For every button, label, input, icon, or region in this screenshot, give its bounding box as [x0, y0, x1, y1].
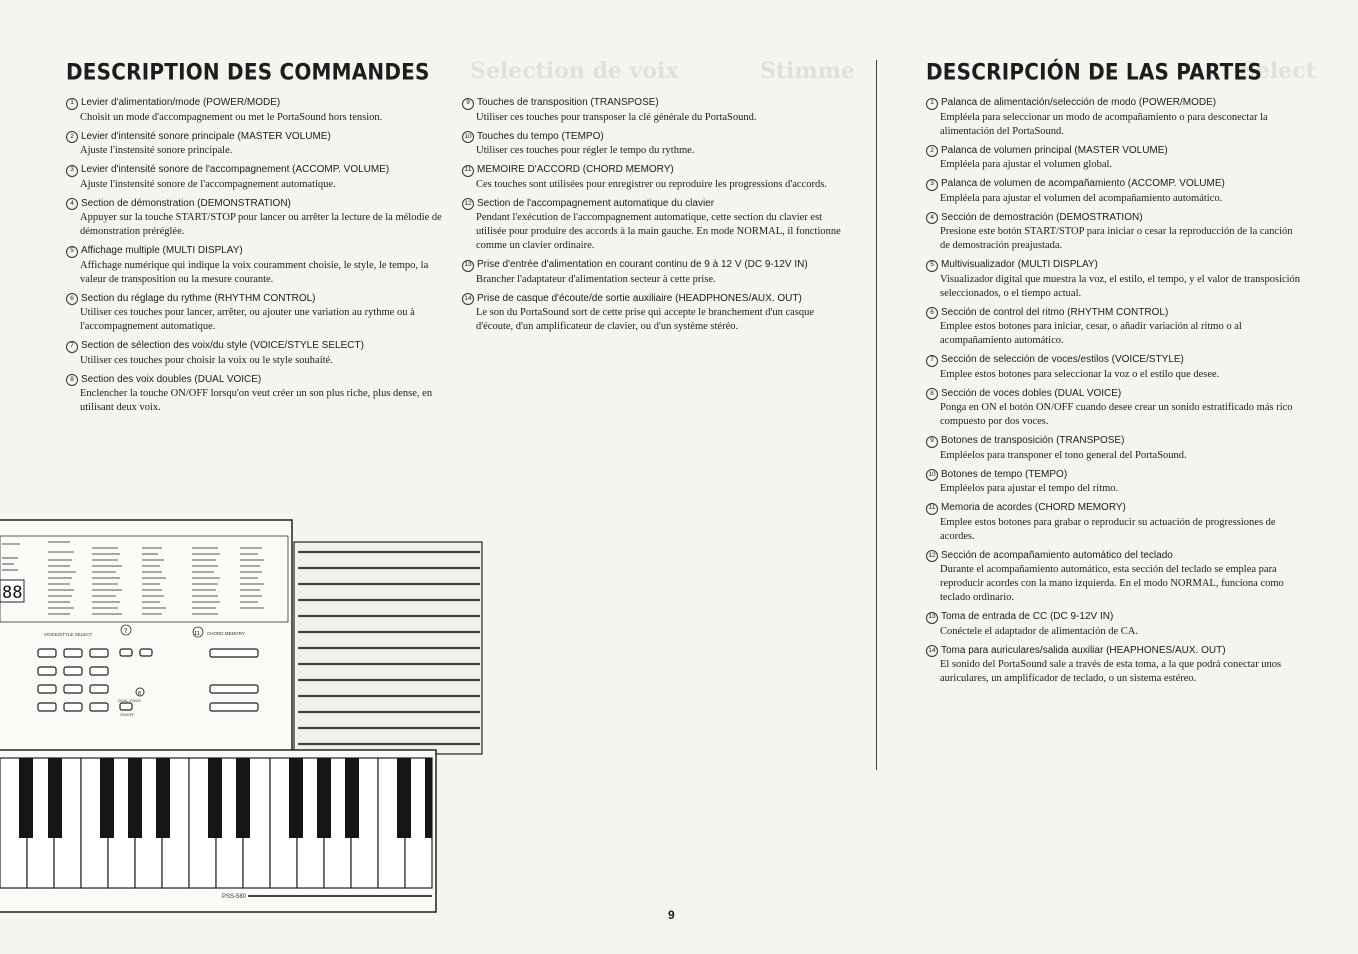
item-heading — [926, 610, 1302, 625]
item-body-text: Pendant l'exécution de l'accompagnement automatique, cette section du clavier est utilisée pour produire des accords à la main gauche. En mode NORMAL, il fonctionne comme un clavier ordinaire. — [476, 212, 841, 251]
item-heading — [462, 292, 842, 307]
description-item — [462, 292, 842, 335]
item-heading-text: Section de démonstration (DEMONSTRATION) — [81, 197, 291, 209]
item-heading-text: Botones de transposición (TRANSPOSE) — [941, 435, 1125, 446]
description-item — [926, 258, 1302, 301]
item-body-text: Empléela para ajustar el volumen del acompañamiento automático. — [940, 192, 1223, 204]
item-body-text: Le son du PortaSound sort de cette prise qui accepte le branchement d'un casque d'écoute, d'un amplificateur de clavier, ou d'un système stéréo. — [476, 307, 815, 332]
description-item — [66, 339, 444, 368]
item-number-circle: 5 — [66, 246, 78, 258]
item-number-circle: 7 — [66, 341, 78, 353]
item-body-text: Durante el acompañamiento automático, esta sección del teclado se emplea para reproducir acordes con la mano izquierda. En el modo NORMAL, funciona como teclado ordinario. — [940, 564, 1284, 603]
item-number-circle: 3 — [66, 165, 78, 177]
item-heading-text: Prise de casque d'écoute/de sortie auxiliaire (HEADPHONES/AUX. OUT) — [477, 292, 802, 304]
description-item — [926, 501, 1302, 544]
description-item — [462, 130, 842, 159]
item-number-circle: 6 — [926, 307, 938, 319]
item-heading — [926, 434, 1302, 449]
description-item — [926, 306, 1302, 349]
item-number-circle: 14 — [462, 293, 474, 305]
item-body-text: Ponga en ON el botón ON/OFF cuando desee crear un sonido estratificado más rico compuesto por dos voces. — [940, 402, 1293, 427]
item-number-circle: 4 — [66, 198, 78, 210]
item-number-circle: 8 — [926, 388, 938, 400]
callout-8: 8 — [138, 691, 141, 697]
model-badge: PSS-580 — [222, 894, 247, 900]
item-body-text: Presione este botón START/STOP para iniciar o cesar la reproducción de la canción de demostración preajustada. — [940, 226, 1293, 251]
item-number-circle: 3 — [926, 179, 938, 191]
item-heading — [926, 144, 1302, 159]
item-number-circle: 11 — [926, 503, 938, 515]
item-heading — [926, 468, 1302, 483]
description-item — [926, 177, 1302, 206]
item-body-text: El sonido del PortaSound sale a través de esta toma, a la que podrá conectar unos auriculares, un amplificador de teclado, o un sistema estéreo. — [940, 659, 1282, 684]
item-heading-text: Section de sélection des voix/du style (VOICE/STYLE SELECT) — [81, 340, 364, 351]
description-item — [462, 197, 842, 254]
item-heading — [462, 163, 842, 178]
item-number-circle: 10 — [462, 131, 474, 143]
item-heading-text: MEMOIRE D'ACCORD (CHORD MEMORY) — [477, 164, 674, 175]
item-body-text: Empléelos para transponer el tono general del PortaSound. — [940, 449, 1187, 461]
item-heading-text: Affichage multiple (MULTI DISPLAY) — [81, 245, 243, 256]
item-body-text: Empléela para seleccionar un modo de acompañamiento o para desconectar la alimentación del PortaSound. — [940, 111, 1268, 137]
item-heading-text: Levier d'intensité sonore principale (MASTER VOLUME) — [81, 130, 331, 142]
item-heading-text: Toma para auriculares/salida auxiliar (HEAPHONES/AUX. OUT) — [941, 644, 1226, 656]
item-heading-text: Sección de demostración (DEMOSTRATION) — [941, 211, 1143, 223]
item-heading — [66, 339, 444, 354]
item-number-circle: 7 — [926, 355, 938, 367]
item-heading-text: Prise d'entrée d'alimentation en courant continu de 9 à 12 V (DC 9-12V IN) — [477, 259, 808, 270]
item-number-circle: 1 — [66, 98, 78, 110]
item-number-circle: 11 — [462, 165, 474, 177]
item-heading — [926, 501, 1302, 516]
bleed-through-text: Select — [1240, 58, 1316, 84]
item-heading-text: Botones de tempo (TEMPO) — [941, 468, 1068, 480]
item-heading — [462, 96, 842, 111]
item-heading-text: Memoria de acordes (CHORD MEMORY) — [941, 502, 1126, 513]
description-item — [926, 549, 1302, 606]
item-body-text: Empléela para ajustar el volumen global. — [940, 159, 1113, 170]
bleed-through-text: Selection de voix — [470, 58, 679, 84]
item-heading — [66, 130, 444, 145]
item-heading-text: Section du réglage du rythme (RHYTHM CONTROL) — [81, 292, 316, 304]
item-number-circle: 6 — [66, 293, 78, 305]
item-heading — [66, 96, 444, 111]
description-item — [926, 353, 1302, 382]
item-heading-text: Palanca de volumen de acompañamiento (ACCOMP. VOLUME) — [941, 178, 1225, 189]
item-body-text: Appuyer sur la touche START/STOP pour lancer ou arrêter la lecture de la mélodie de démonstration préréglée. — [80, 212, 442, 237]
item-body-text: Emplee estos botones para iniciar, cesar, o añadir variación al ritmo o al acompañamiento automático. — [940, 321, 1242, 346]
voice-style-select-label: VOICE/STYLE SELECT — [44, 632, 93, 637]
description-item — [926, 434, 1302, 463]
description-item — [926, 644, 1302, 687]
item-number-circle: 9 — [462, 98, 474, 110]
item-heading — [926, 177, 1302, 192]
item-heading-text: Touches du tempo (TEMPO) — [477, 130, 604, 142]
description-item — [926, 144, 1302, 173]
item-heading-text: Sección de voces dobles (DUAL VOICE) — [941, 387, 1122, 399]
description-item — [66, 197, 444, 240]
french-title: DESCRIPTION DES COMMANDES — [66, 58, 430, 85]
item-body-text: Choisit un mode d'accompagnement ou met le PortaSound hors tension. — [80, 111, 383, 123]
description-item — [66, 96, 444, 125]
item-heading — [66, 244, 444, 259]
item-heading — [926, 96, 1302, 111]
item-number-circle: 9 — [926, 436, 938, 448]
display-digits: 88 — [2, 583, 23, 603]
item-body-text: Brancher l'adaptateur d'alimentation secteur à cette prise. — [476, 273, 716, 285]
item-heading — [462, 258, 842, 273]
dual-voice-label: DUAL VOICE — [118, 699, 141, 703]
item-heading — [462, 197, 842, 212]
description-item — [66, 292, 444, 335]
item-body-text: Utiliser ces touches pour régler le tempo du rythme. — [476, 145, 695, 156]
callout-7: 7 — [124, 629, 128, 635]
item-number-circle: 13 — [462, 260, 474, 272]
item-heading-text: Sección de acompañamiento automático del teclado — [941, 549, 1173, 561]
chord-memory-label: CHORD MEMORY — [207, 631, 245, 636]
item-number-circle: 14 — [926, 645, 938, 657]
on-off-label: ON/OFF — [120, 713, 135, 717]
item-heading — [462, 130, 842, 145]
item-heading — [926, 387, 1302, 402]
description-item — [926, 610, 1302, 639]
item-heading-text: Multivisualizador (MULTI DISPLAY) — [941, 259, 1098, 270]
item-heading-text: Section des voix doubles (DUAL VOICE) — [81, 373, 262, 385]
item-number-circle: 5 — [926, 260, 938, 272]
item-heading — [926, 258, 1302, 273]
item-body-text: Enclencher la touche ON/OFF lorsqu'on veut créer un son plus riche, plus dense, en utilisant deux voix. — [80, 388, 433, 413]
item-number-circle: 12 — [462, 198, 474, 210]
item-heading-text: Sección de control del ritmo (RHYTHM CONTROL) — [941, 306, 1169, 318]
description-item — [462, 258, 842, 287]
item-heading — [926, 211, 1302, 226]
item-heading-text: Palanca de alimentación/selección de modo (POWER/MODE) — [941, 97, 1217, 108]
spanish-title: DESCRIPCIÓN DE LAS PARTES — [926, 58, 1262, 85]
item-number-circle: 12 — [926, 550, 938, 562]
column-divider — [876, 60, 877, 770]
item-heading — [926, 549, 1302, 564]
description-item — [66, 163, 444, 192]
item-heading — [66, 197, 444, 212]
item-body-text: Emplee estos botones para seleccionar la voz o el estilo que desee. — [940, 368, 1220, 380]
item-number-circle: 4 — [926, 212, 938, 224]
callout-11: 11 — [194, 631, 200, 637]
page-number: 9 — [668, 908, 675, 922]
bleed-through-text: Stimme — [760, 58, 855, 84]
description-item — [66, 244, 444, 287]
item-number-circle: 2 — [66, 131, 78, 143]
description-item — [462, 96, 842, 125]
item-heading — [66, 163, 444, 178]
description-item — [926, 387, 1302, 430]
french-column-1 — [66, 96, 444, 420]
description-item — [926, 211, 1302, 254]
item-heading — [66, 373, 444, 388]
item-heading — [926, 644, 1302, 659]
item-heading-text: Touches de transposition (TRANSPOSE) — [477, 97, 659, 108]
item-number-circle: 2 — [926, 145, 938, 157]
spanish-column — [926, 96, 1302, 691]
item-body-text: Utiliser ces touches pour choisir la voix ou le style souhaité. — [80, 354, 333, 366]
item-heading-text: Toma de entrada de CC (DC 9-12V IN) — [941, 611, 1114, 622]
item-heading — [926, 353, 1302, 368]
item-heading-text: Section de l'accompagnement automatique du clavier — [477, 197, 715, 209]
item-body-text: Emplee estos botones para grabar o reproducir su actuación de progressiones de acordes. — [940, 516, 1276, 542]
french-column-2 — [462, 96, 842, 339]
item-number-circle: 13 — [926, 612, 938, 624]
item-number-circle: 8 — [66, 374, 78, 386]
item-body-text: Affichage numérique qui indique la voix couramment choisie, le style, le tempo, la valeur de transposition ou la mesure courante. — [80, 259, 429, 285]
description-item — [66, 130, 444, 159]
item-heading-text: Levier d'intensité sonore de l'accompagnement (ACCOMP. VOLUME) — [81, 164, 390, 175]
item-number-circle: 1 — [926, 98, 938, 110]
description-item — [462, 163, 842, 192]
item-heading-text: Levier d'alimentation/mode (POWER/MODE) — [81, 97, 281, 108]
item-body-text: Ajuste l'instensité sonore de l'accompagnement automatique. — [80, 178, 336, 190]
item-heading-text: Sección de selección de voces/estilos (VOICE/STYLE) — [941, 354, 1184, 365]
item-number-circle: 10 — [926, 469, 938, 481]
item-body-text: Ces touches sont utilisées pour enregistrer ou reproduire les progressions d'accords. — [476, 178, 827, 190]
keyboard-illustration — [0, 518, 484, 914]
item-heading-text: Palanca de volumen principal (MASTER VOLUME) — [941, 144, 1168, 156]
item-body-text: Ajuste l'instensité sonore principale. — [80, 145, 233, 156]
item-body-text: Conéctele el adaptador de alimentación de CA. — [940, 625, 1138, 637]
description-item — [926, 468, 1302, 497]
description-item — [926, 96, 1302, 139]
item-body-text: Visualizador digital que muestra la voz, el estilo, el tempo, y el valor de transposición seleccionados, o el tiempo actual. — [940, 273, 1301, 299]
item-heading — [66, 292, 444, 307]
description-item — [66, 373, 444, 416]
item-body-text: Empléelos para ajustar el tempo del ritmo. — [940, 483, 1119, 494]
item-heading — [926, 306, 1302, 321]
item-body-text: Utiliser ces touches pour transposer la clé générale du PortaSound. — [476, 111, 757, 123]
item-body-text: Utiliser ces touches pour lancer, arrêter, ou ajouter une variation au rythme ou à l'accompagnement automatique. — [80, 307, 415, 332]
